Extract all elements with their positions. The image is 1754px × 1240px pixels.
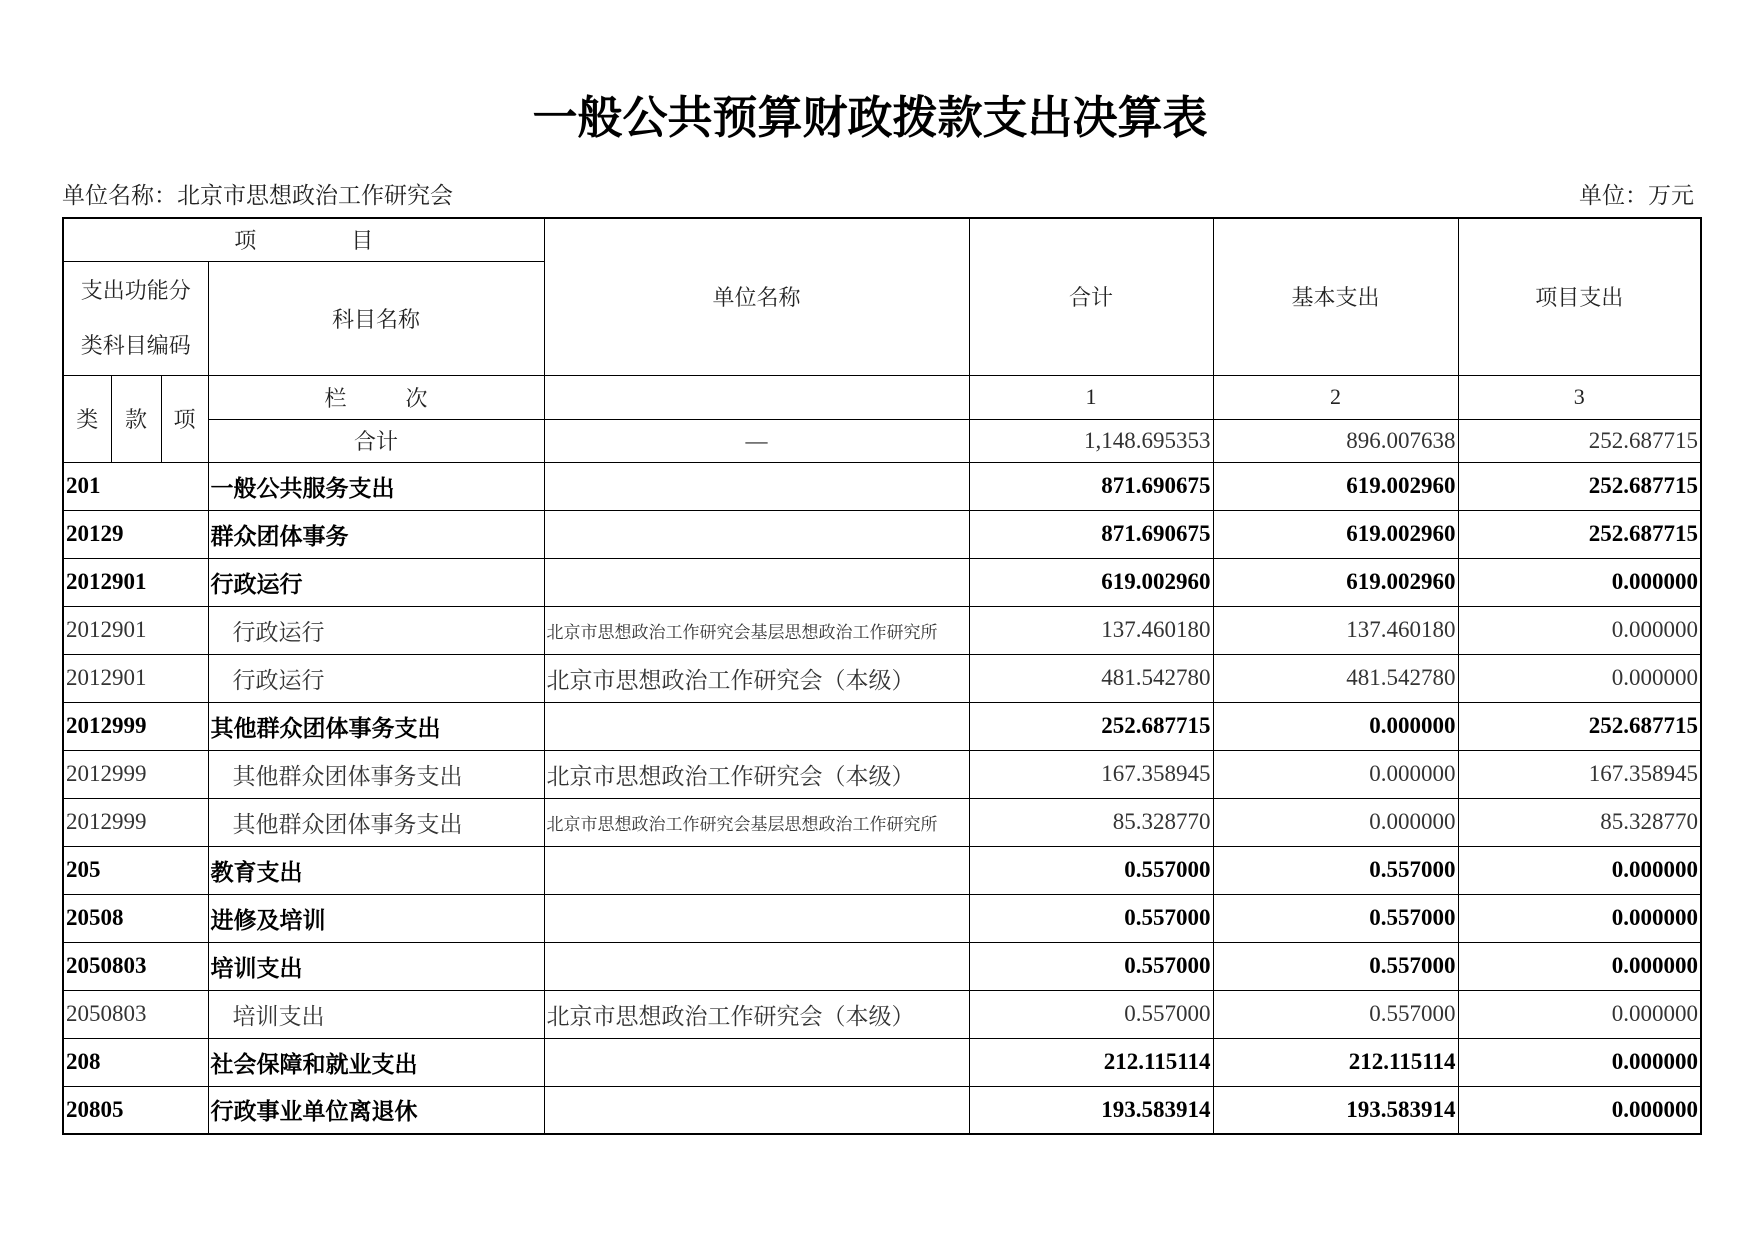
row-subject-name: 其他群众团体事务支出 [208, 750, 544, 798]
row-project-expense: 0.000000 [1458, 1086, 1701, 1134]
row-subject-name: 教育支出 [208, 846, 544, 894]
row-total: 193.583914 [969, 1086, 1213, 1134]
row-code: 205 [63, 846, 208, 894]
header-function-code-label: 支出功能分类科目编码 [80, 278, 191, 358]
table-row [63, 942, 1701, 990]
row-code: 2012901 [63, 558, 208, 606]
table-row [63, 798, 1701, 846]
row-subject-name: 进修及培训 [208, 894, 544, 942]
header-column-index-unit [544, 375, 969, 419]
row-code: 208 [63, 1038, 208, 1086]
row-unit-name [544, 510, 969, 558]
row-basic-expense: 0.000000 [1213, 798, 1458, 846]
row-subject-name: 培训支出 [208, 990, 544, 1038]
row-code: 2012901 [63, 606, 208, 654]
row-total: 619.002960 [969, 558, 1213, 606]
row-code: 2050803 [63, 942, 208, 990]
row-code: 20805 [63, 1086, 208, 1134]
table-row [63, 510, 1701, 558]
row-unit-name: 北京市思想政治工作研究会（本级） [544, 750, 969, 798]
header-basic-expense: 基本支出 [1213, 218, 1458, 375]
row-subject-name: 社会保障和就业支出 [208, 1038, 544, 1086]
table-body [63, 462, 1701, 1134]
header-subject-name: 科目名称 [208, 261, 544, 375]
page-title: 一般公共预算财政拨款支出决算表 [532, 91, 1208, 144]
row-total: 0.557000 [969, 846, 1213, 894]
row-basic-expense: 0.000000 [1213, 750, 1458, 798]
row-unit-name [544, 942, 969, 990]
header-item [63, 218, 544, 261]
header-xiang: 项 [161, 375, 208, 462]
header-project-expense: 项目支出 [1458, 218, 1701, 375]
row-unit-name [544, 1086, 969, 1134]
table-row [63, 462, 1701, 510]
row-subject-name: 行政事业单位离退休 [208, 1086, 544, 1134]
header-item-label: 项目 [234, 228, 469, 254]
table-row [63, 702, 1701, 750]
row-total: 481.542780 [969, 654, 1213, 702]
unit-name-label: 单位名称：北京市思想政治工作研究会 [62, 183, 453, 208]
row-project-expense: 0.000000 [1458, 558, 1701, 606]
row-unit-name: 北京市思想政治工作研究会基层思想政治工作研究所 [544, 606, 969, 654]
row-total: 212.115114 [969, 1038, 1213, 1086]
row-basic-expense: 0.557000 [1213, 942, 1458, 990]
row-basic-expense: 0.557000 [1213, 990, 1458, 1038]
row-project-expense: 252.687715 [1458, 702, 1701, 750]
row-subject-name: 一般公共服务支出 [208, 462, 544, 510]
header-unit-name: 单位名称 [544, 218, 969, 375]
row-unit-name [544, 1038, 969, 1086]
header-total: 合计 [969, 218, 1213, 375]
row-subject-name: 其他群众团体事务支出 [208, 702, 544, 750]
row-basic-expense: 481.542780 [1213, 654, 1458, 702]
row-code: 2012999 [63, 702, 208, 750]
row-project-expense: 0.000000 [1458, 846, 1701, 894]
total-row-unit: — [544, 419, 969, 462]
header-column-index-label: 栏次 [324, 385, 487, 411]
row-basic-expense: 193.583914 [1213, 1086, 1458, 1134]
table-row [63, 990, 1701, 1038]
row-basic-expense: 619.002960 [1213, 462, 1458, 510]
row-subject-name: 行政运行 [208, 654, 544, 702]
total-row-project-expense: 252.687715 [1458, 419, 1701, 462]
row-total: 252.687715 [969, 702, 1213, 750]
row-basic-expense: 212.115114 [1213, 1038, 1458, 1086]
row-unit-name [544, 702, 969, 750]
row-total: 167.358945 [969, 750, 1213, 798]
row-project-expense: 0.000000 [1458, 606, 1701, 654]
row-project-expense: 0.000000 [1458, 894, 1701, 942]
header-function-code [63, 261, 208, 375]
table-header [63, 218, 1701, 462]
row-unit-name [544, 846, 969, 894]
table-row [63, 558, 1701, 606]
header-column-index [208, 375, 544, 419]
row-total: 0.557000 [969, 990, 1213, 1038]
table-row [63, 654, 1701, 702]
row-basic-expense: 619.002960 [1213, 510, 1458, 558]
row-total: 0.557000 [969, 942, 1213, 990]
row-project-expense: 167.358945 [1458, 750, 1701, 798]
header-col-2: 2 [1213, 375, 1458, 419]
row-code: 2012901 [63, 654, 208, 702]
row-total: 85.328770 [969, 798, 1213, 846]
row-unit-name: 北京市思想政治工作研究会（本级） [544, 654, 969, 702]
header-col-1: 1 [969, 375, 1213, 419]
row-total: 871.690675 [969, 462, 1213, 510]
row-code: 2012999 [63, 798, 208, 846]
row-code: 2050803 [63, 990, 208, 1038]
total-row-label: 合计 [208, 419, 544, 462]
budget-table [62, 217, 1702, 1135]
table-row [63, 750, 1701, 798]
row-unit-name [544, 462, 969, 510]
table-row [63, 606, 1701, 654]
row-project-expense: 252.687715 [1458, 510, 1701, 558]
row-project-expense: 0.000000 [1458, 942, 1701, 990]
table-row [63, 894, 1701, 942]
row-code: 20508 [63, 894, 208, 942]
row-unit-name: 北京市思想政治工作研究会（本级） [544, 990, 969, 1038]
row-basic-expense: 619.002960 [1213, 558, 1458, 606]
row-project-expense: 0.000000 [1458, 1038, 1701, 1086]
row-unit-name [544, 894, 969, 942]
header-col-3: 3 [1458, 375, 1701, 419]
row-subject-name: 培训支出 [208, 942, 544, 990]
row-unit-name [544, 558, 969, 606]
row-total: 0.557000 [969, 894, 1213, 942]
total-row-total: 1,148.695353 [969, 419, 1213, 462]
currency-unit-label: 单位：万元 [1579, 183, 1694, 208]
row-basic-expense: 0.557000 [1213, 894, 1458, 942]
row-project-expense: 252.687715 [1458, 462, 1701, 510]
header-kuan: 款 [111, 375, 161, 462]
row-code: 2012999 [63, 750, 208, 798]
row-basic-expense: 0.557000 [1213, 846, 1458, 894]
row-code: 20129 [63, 510, 208, 558]
header-lei: 类 [63, 375, 111, 462]
row-project-expense: 85.328770 [1458, 798, 1701, 846]
row-subject-name: 其他群众团体事务支出 [208, 798, 544, 846]
row-project-expense: 0.000000 [1458, 990, 1701, 1038]
row-subject-name: 行政运行 [208, 606, 544, 654]
total-row [63, 419, 1701, 462]
row-subject-name: 群众团体事务 [208, 510, 544, 558]
table-row [63, 846, 1701, 894]
row-project-expense: 0.000000 [1458, 654, 1701, 702]
row-basic-expense: 0.000000 [1213, 702, 1458, 750]
table-row [63, 1038, 1701, 1086]
table-row [63, 1086, 1701, 1134]
row-total: 137.460180 [969, 606, 1213, 654]
row-unit-name: 北京市思想政治工作研究会基层思想政治工作研究所 [544, 798, 969, 846]
total-row-basic-expense: 896.007638 [1213, 419, 1458, 462]
row-code: 201 [63, 462, 208, 510]
row-total: 871.690675 [969, 510, 1213, 558]
row-basic-expense: 137.460180 [1213, 606, 1458, 654]
row-subject-name: 行政运行 [208, 558, 544, 606]
